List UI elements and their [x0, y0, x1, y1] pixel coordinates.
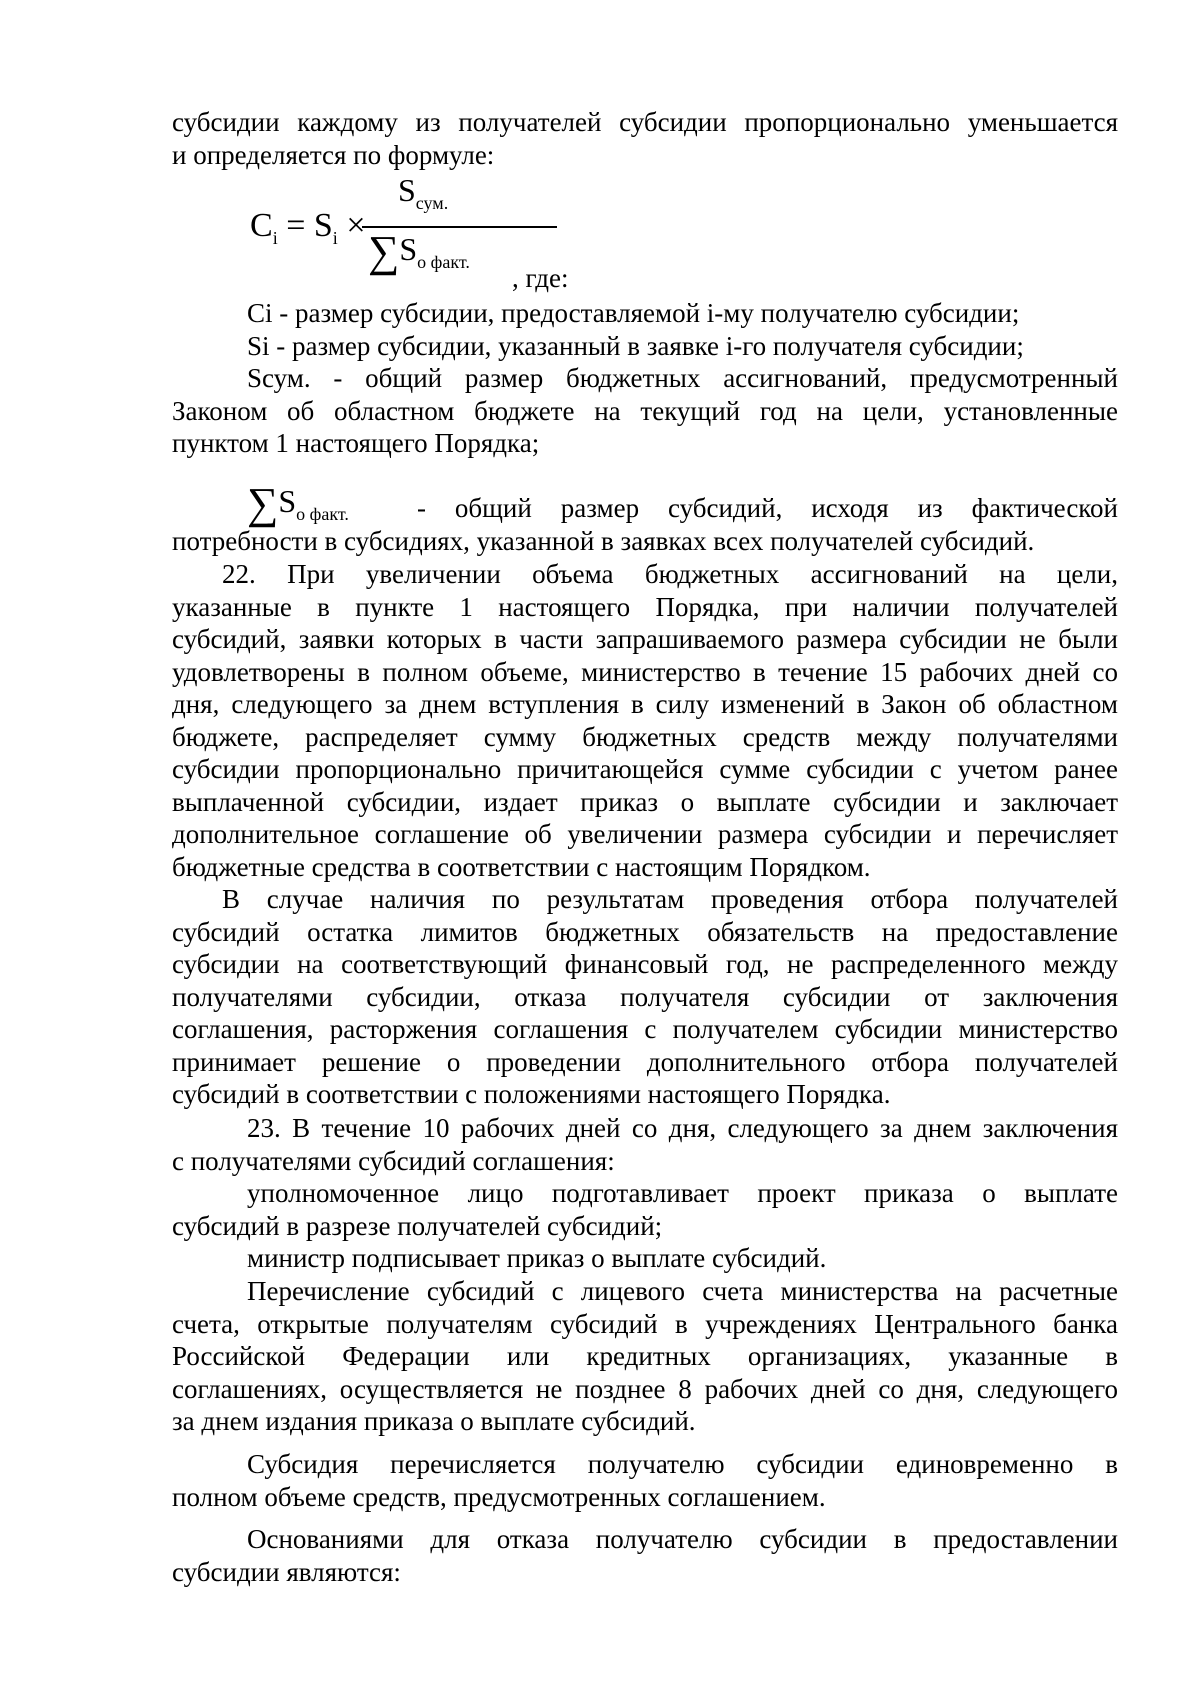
def-si: Si - размер субсидии, указанный в заявке i-го получателя субсидии;: [247, 330, 1024, 361]
text-line: субсидии каждому из получателей субсидии пропорционально уменьшается: [172, 107, 1118, 137]
text-line: субсидии пропорционально причитающейся сумме субсидии с учетом ранее: [172, 754, 1118, 784]
text-line: Субсидия перечисляется получателю субсидии единовременно в: [247, 1449, 1118, 1479]
text-line: полном объеме средств, предусмотренных соглашением.: [172, 1481, 826, 1512]
text-line: с получателями субсидий соглашения:: [172, 1145, 615, 1176]
formula-lhs: $C_i = S_i$ ×: [250, 207, 366, 248]
subsidy-formula: [250, 172, 610, 293]
text-line: министр подписывает приказ о выплате субсидий.: [247, 1243, 827, 1273]
text-line: субсидий остатка лимитов бюджетных обязательств на предоставление: [172, 916, 1118, 947]
text-line: 22. При увеличении объема бюджетных ассигнований на цели,: [222, 559, 1118, 589]
text-line: субсидий в разрезе получателей субсидий;: [172, 1210, 663, 1241]
paragraph-refusal: [172, 1523, 1118, 1588]
intro-paragraph: [172, 106, 1118, 171]
text-line: Российской Федерации или кредитных организациях, указанные в: [172, 1341, 1118, 1371]
text-line: счета, открытые получателям субсидий в учреждениях Центрального банка: [172, 1308, 1118, 1339]
text-line: и определяется по формуле:: [172, 139, 495, 170]
sfact-symbol: $\sum S_{о факт.}$: [247, 479, 349, 528]
paragraph-authorized: [172, 1177, 1118, 1242]
text-line: - общий размер субсидий, исходя из фактической: [417, 493, 1118, 523]
text-line: указанные в пункте 1 настоящего Порядка, при наличии получателей: [172, 591, 1118, 622]
text-line: 23. В течение 10 рабочих дней со дня, следующего за днем заключения: [247, 1113, 1118, 1143]
definitions: [172, 297, 1118, 460]
text-line: субсидии на соответствующий финансовый год, не распределенного между: [172, 949, 1118, 979]
text-line: субсидии являются:: [172, 1556, 401, 1587]
paragraph-minister: [172, 1242, 1118, 1275]
def-ci: Ci - размер субсидии, предоставляемой i-му получателю субсидии;: [247, 298, 1020, 328]
paragraph-case: [172, 883, 1118, 1111]
text-line: принимает решение о проведении дополнительного отбора получателей: [172, 1046, 1118, 1077]
def-ssum: пунктом 1 настоящего Порядка;: [172, 428, 540, 458]
paragraph-23: [172, 1112, 1118, 1177]
text-line: бюджете, распределяет сумму бюджетных средств между получателями: [172, 721, 1118, 752]
formula-denominator: $\sum S_{о факт.}$: [368, 227, 470, 276]
text-line: дополнительное соглашение об увеличении размера субсидии и перечисляет: [172, 819, 1118, 849]
text-line: субсидий, заявки которых в части запрашиваемого размера субсидии не были: [172, 624, 1118, 654]
text-line: В случае наличия по результатам проведения отбора получателей: [222, 884, 1118, 914]
text-line: уполномоченное лицо подготавливает проект приказа о выплате: [247, 1178, 1118, 1208]
text-line: соглашениях, осуществляется не позднее 8 рабочих дней со дня, следующего: [172, 1373, 1118, 1404]
text-line: Перечисление субсидий с лицевого счета министерства на расчетные: [247, 1276, 1118, 1306]
text-line: Основаниями для отказа получателю субсидии в предоставлении: [247, 1524, 1118, 1554]
text-line: выплаченной субсидии, издает приказ о выплате субсидии и заключает: [172, 786, 1118, 817]
paragraph-22: [172, 558, 1118, 883]
text-line: удовлетворены в полном объеме, министерство в течение 15 рабочих дней со: [172, 656, 1118, 687]
text-line: дня, следующего за днем вступления в силу изменений в Закон об областном: [172, 689, 1118, 719]
text-line: за днем издания приказа о выплате субсидий.: [172, 1406, 696, 1436]
text-line: субсидий в соответствии с положениями настоящего Порядка.: [172, 1079, 891, 1109]
text-line: потребности в субсидиях, указанной в заявках всех получателей субсидий.: [172, 526, 1035, 556]
def-ssum: Законом об областном бюджете на текущий год на цели, установленные: [172, 395, 1118, 426]
def-ssum: Sсум. - общий размер бюджетных ассигнований, предусмотренный: [247, 363, 1118, 393]
formula-where: , где:: [512, 263, 569, 293]
formula-numerator: $S_{сум.}$: [398, 172, 449, 213]
text-line: соглашения, расторжения соглашения с получателем субсидии министерство: [172, 1014, 1118, 1044]
paragraph-once: [172, 1448, 1118, 1513]
text-line: получателями субсидии, отказа получателя субсидии от заключения: [172, 981, 1118, 1012]
paragraph-transfer: [172, 1275, 1118, 1438]
sigma-symbol: ∑: [368, 227, 400, 276]
text-line: бюджетные средства в соответствии с настоящим Порядком.: [172, 851, 871, 882]
